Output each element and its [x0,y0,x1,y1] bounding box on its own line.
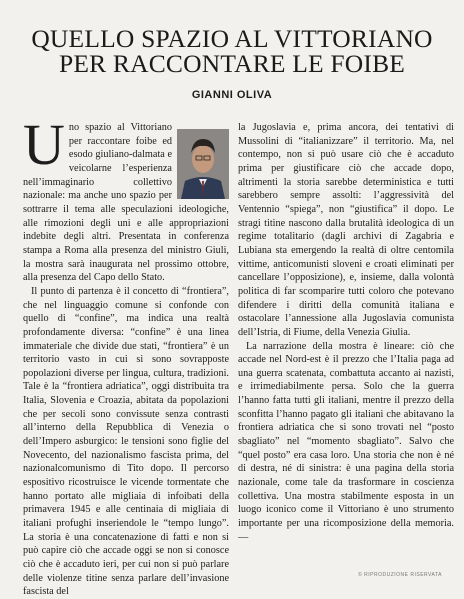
author-byline: GIANNI OLIVA [191,89,273,101]
author-photo [177,129,229,199]
article-paragraph-1: no spazio al Vittoriano per raccontare foibe ed esodo giuliano-dalmata e veicolarne l’esperienza nell’immaginario collettivo nazionale: ma anche uno spazio per sottrarre il tema alle speculazioni ideologiche, alle rimozioni degli uni e alle appropriazioni indebite degli altri. Presentata in conferenza stampa a Roma alla presenza del ministro Giuli, la mostra sarà inaugurata nel prossimo ottobre, alla presenza del Capo dello Stato. [23,122,229,284]
article-paragraph-3: la Jugoslavia e, prima ancora, dei tentativi di Mussolini di “italianizzare” il territorio. Ma, nel contempo, non si può usare ciò che è accaduto prima per giustificare ciò che accade dopo, altrimenti la storia sarebbe deterministica e tutti sarebbero sempre assolti: l’aggressività del Ventennio “spiega”, non “giustifica” il dopo. Le stragi titine nascono dalla brutalità ideologica di un regime totalitario (dagli archivi di Zagabria e Lubiana sta emergendo la realtà di oltre centomila vittime, anticomunisti sloveni e croati eliminati per cancellare l’opposizione), e, insieme, dalla volontà politica di far scomparire tutti coloro che potevano difendere i diritti della comunità italiana e ostacolare l’annessione alla Jugoslavia comunista dell’Istria, di Fiume, della Venezia Giulia. [238,122,454,338]
copyright-notice: © RIPRODUZIONE RISERVATA [358,572,442,578]
article-column-left [23,112,229,598]
headline-line-1: QUELLO SPAZIO AL VITTORIANO [31,24,433,53]
dropcap: U [23,112,65,177]
headline-line-2: PER RACCONTARE LE FOIBE [58,49,406,78]
article-paragraph-4: La narrazione della mostra è lineare: ciò che accade nel Nord-est è il prezzo che l’Italia paga ad una guerra scatenata, combattuta accanto ai nazisti, e irrimediabilmente persa. Solo che la guerra l’hanno fatta tutti gli italiani, mentre il prezzo della sconfitta l’hanno pagato gli italiani che abitavano la frontiera adriatica che si sono trovati nel “posto sbagliato” nel “momento sbagliato”. Salvo che “quel posto” era casa loro. Una storia che non è né di destra, né di sinistra: è una pagina della storia nazionale, come tale da trasformare in coscienza collettiva. Una mostra stabilmente esposta in un luogo iconico come il Vittoriano è uno strumento importante per una ricomposizione della memoria. — [238,340,454,543]
article-paragraph-2: Il punto di partenza è il concetto di “frontiera”, che nel linguaggio comune si confonde con quello di “confine”, ma indica una realtà profondamente diversa: “confine” è una linea immateriale che divide due stati, “frontiera” è un territorio vasto in cui si sono sovrapposte popolazioni diverse per lingua, cultura, tradizioni. Tale è la “frontiera adriatica”, oggi distribuita tra Italia, Slovenia e Croazia, abitata da popolazioni che per secoli sono convissute senza contrasti all’interno della Repubblica di Venezia o dell’Impero asburgico: le tensioni sono figlie del Novecento, del nazionalismo fascista prima, del nazionalcomunismo di Tito dopo. Il percorso espositivo ricostruisce le vicende tormentate che hanno portato alle migliaia di infoibati della primavera 1945 e alle centinaia di migliaia di italiani profughi inseriendole le “tempo lungo”. La storia è una concatenazione di fatti e non si può capire ciò che accade oggi se non si conosce ciò che è accaduto ieri, per cui non si può parlare delle violenze titine senza parlare dell’invasione fascista del [23,285,229,598]
headline [0,26,464,76]
article-column-right [238,121,454,566]
